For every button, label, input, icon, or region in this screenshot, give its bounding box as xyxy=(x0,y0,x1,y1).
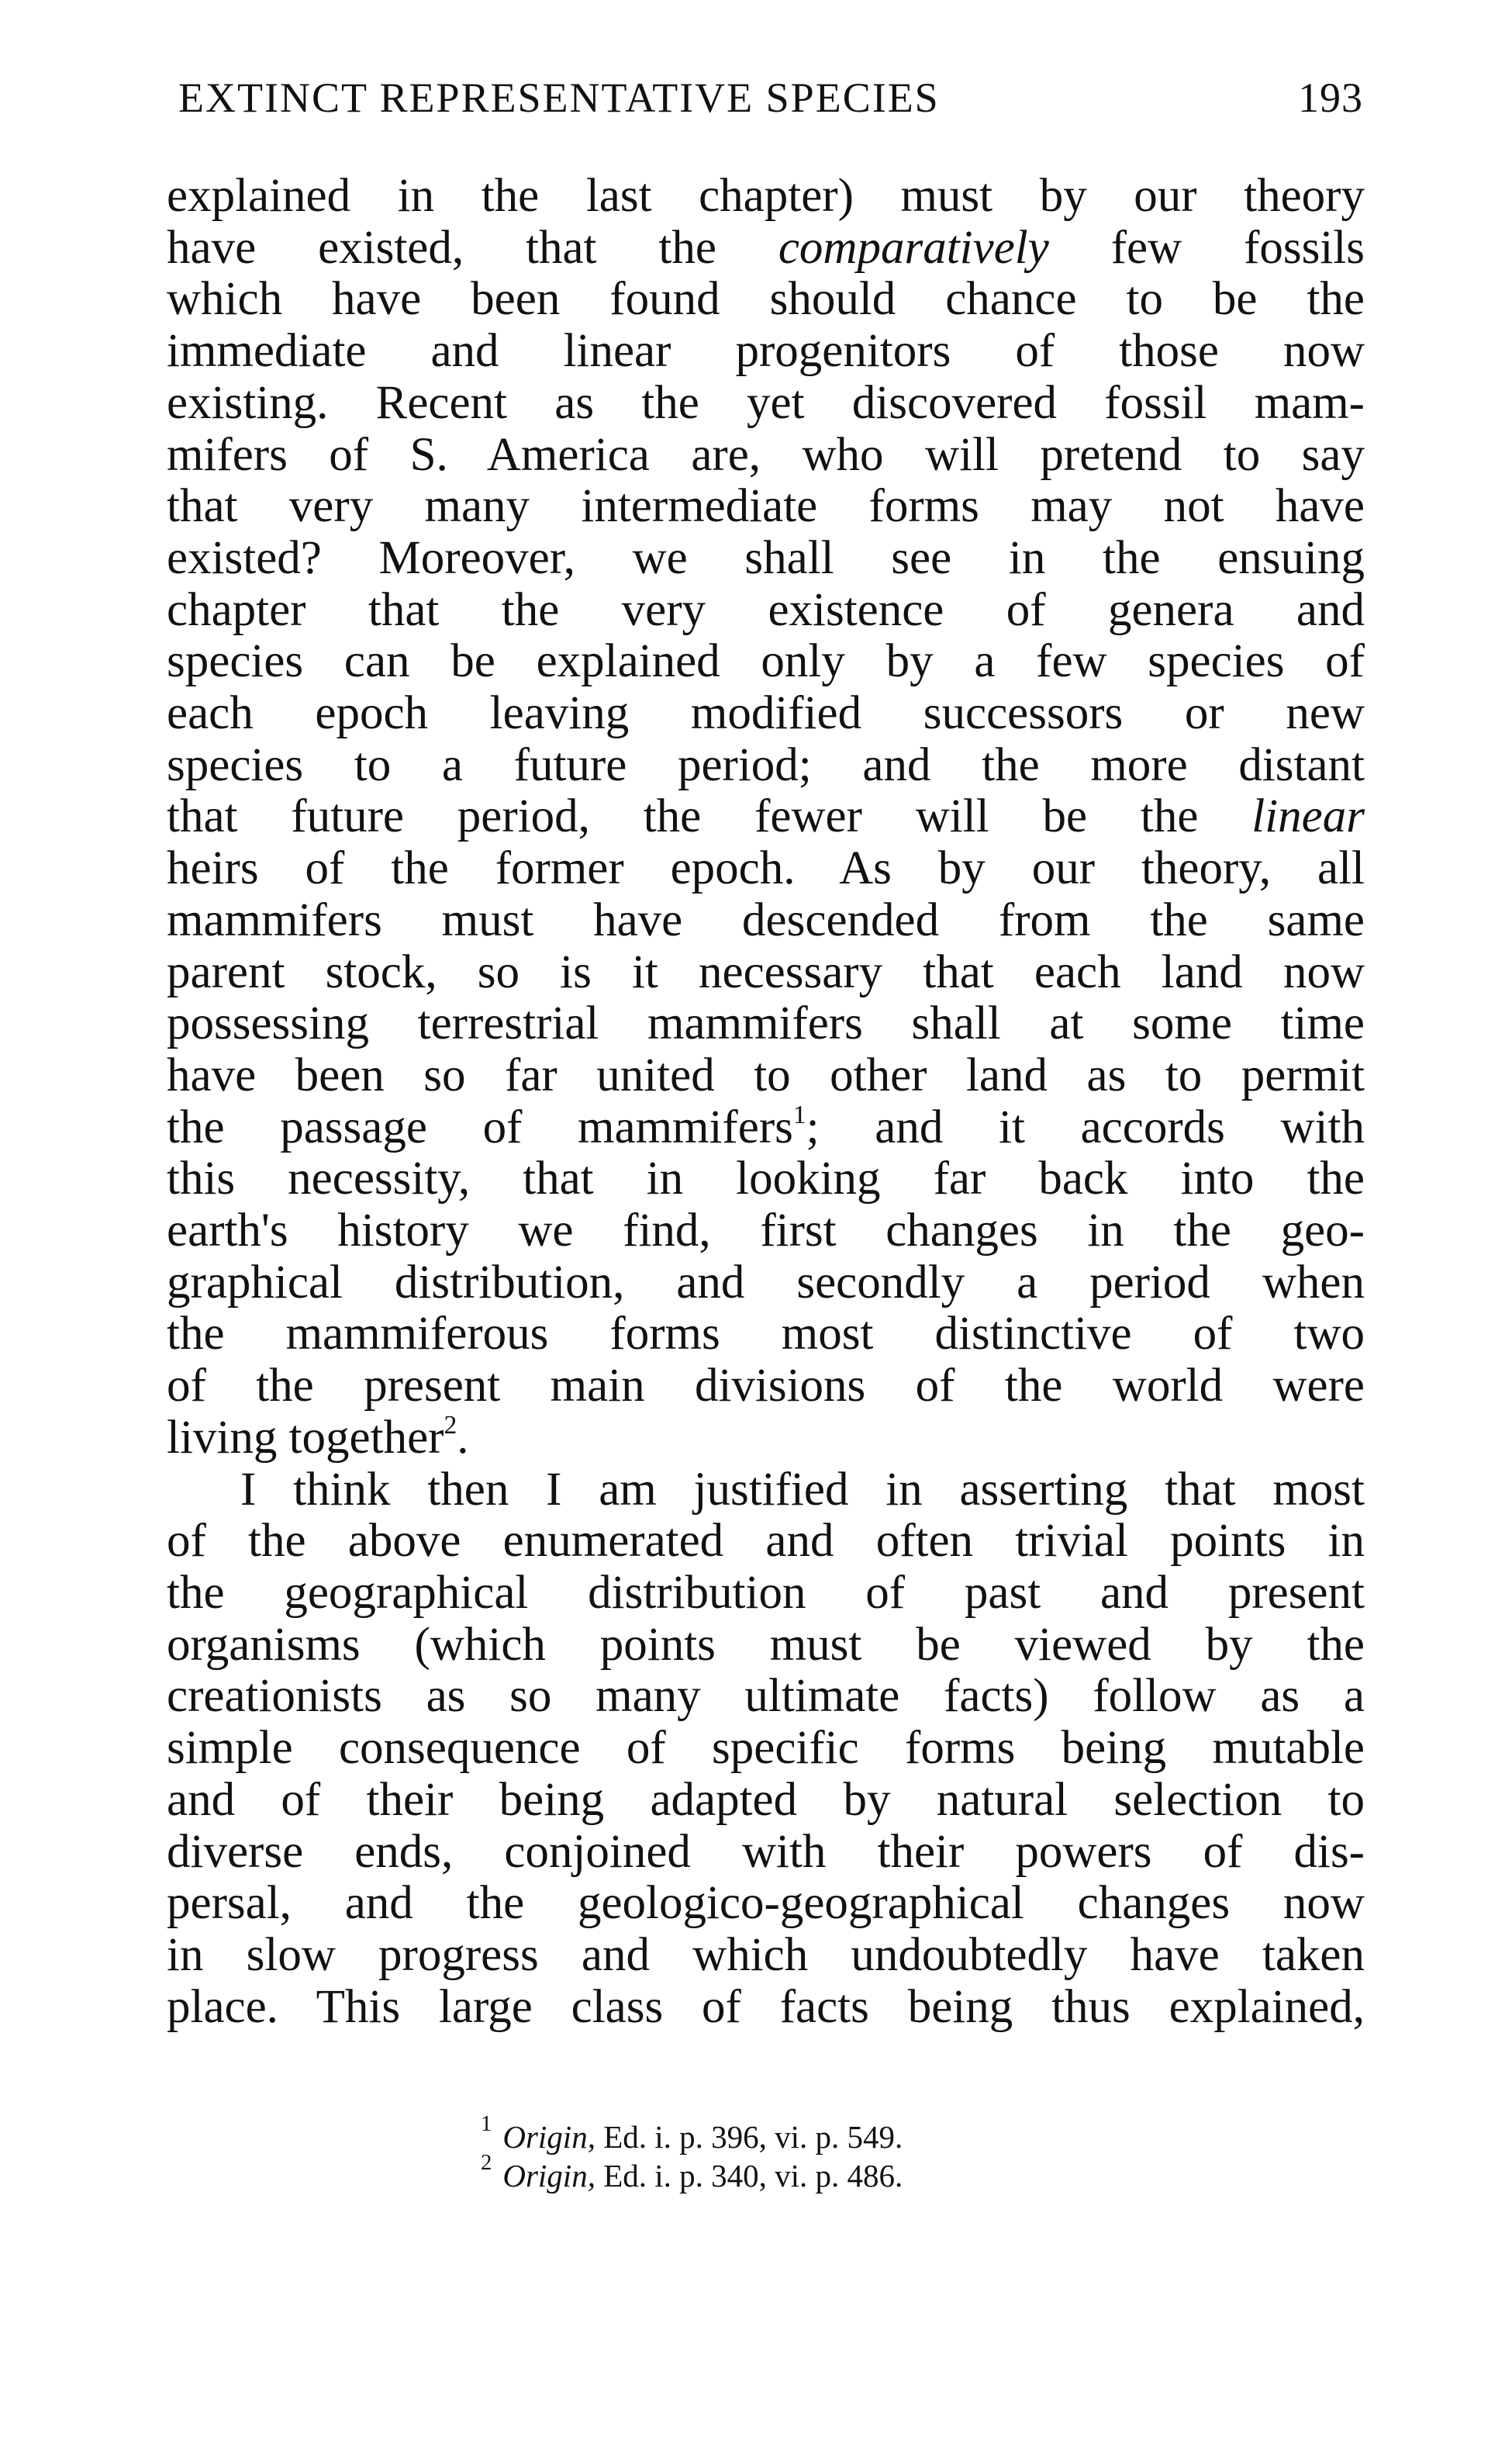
text-line: mifers of S. America are, who will pretend to say xyxy=(167,428,1365,481)
text-line: the geographical distribution of past and present xyxy=(167,1566,1365,1619)
body-text xyxy=(167,171,1365,2033)
text-line: this necessity, that in looking far back into the xyxy=(167,1153,1365,1205)
text-line: persal, and the geologico-geographical changes now xyxy=(167,1877,1365,1930)
footnote-work-title: Origin, xyxy=(502,2158,595,2194)
text-line: diverse ends, conjoined with their powers of dis- xyxy=(167,1825,1365,1878)
text-line: species can be explained only by a few species of xyxy=(167,635,1365,688)
text-line: of the above enumerated and often trivial points in xyxy=(167,1515,1365,1568)
text-line: earth's history we find, first changes in the geo- xyxy=(167,1205,1365,1257)
text-line: I think then I am justified in asserting that most xyxy=(240,1463,1365,1516)
footnote-reference: Ed. i. p. 396, vi. p. 549. xyxy=(595,2119,903,2155)
footnote-1 xyxy=(481,2111,1179,2156)
footnote-marker: 1 xyxy=(481,2111,492,2137)
text-line: that future period, the fewer will be the linear xyxy=(167,790,1365,843)
running-head-title: EXTINCT REPRESENTATIVE SPECIES xyxy=(178,74,940,121)
text-line: that very many intermediate forms may not have xyxy=(167,480,1365,533)
text-line: organisms (which points must be viewed by the xyxy=(167,1618,1365,1671)
footnotes xyxy=(481,2111,1179,2195)
text-line: have existed, that the comparatively few fossils xyxy=(167,221,1365,274)
paragraph-2 xyxy=(167,1464,1365,2034)
page-number: 193 xyxy=(1298,74,1363,121)
text-line: existed? Moreover, we shall see in the ensuing xyxy=(167,531,1365,584)
running-head xyxy=(178,74,1363,136)
text-line: have been so far united to other land as to permit xyxy=(167,1049,1365,1101)
text-line: the passage of mammifers$^1$; and it accords with xyxy=(167,1100,1365,1153)
footnote-reference: Ed. i. p. 340, vi. p. 486. xyxy=(595,2158,903,2194)
text-line: parent stock, so is it necessary that each land now xyxy=(167,946,1365,998)
footnote-work-title: Origin, xyxy=(502,2119,595,2155)
italic-emphasis: comparatively xyxy=(778,221,1049,274)
text-line: species to a future period; and the more distant xyxy=(167,738,1365,791)
footnote-marker: 2 xyxy=(481,2150,492,2176)
text-line: immediate and linear progenitors of those now xyxy=(167,325,1365,378)
text-line: explained in the last chapter) must by our theory xyxy=(167,170,1365,222)
paragraph-1 xyxy=(167,171,1365,1464)
text-line: chapter that the very existence of genera and xyxy=(167,583,1365,636)
text-line: possessing terrestrial mammifers shall at some time xyxy=(167,997,1365,1050)
text-line: heirs of the former epoch. As by our theory, all xyxy=(167,842,1365,895)
footnote-ref-1[interactable]: 1 xyxy=(792,1100,806,1129)
footnote-ref-2[interactable]: 2 xyxy=(444,1410,457,1440)
text-line: place. This large class of facts being thus explained, xyxy=(167,1980,1365,2033)
text-line: living together$^2$. xyxy=(167,1410,469,1464)
text-line: of the present main divisions of the world were xyxy=(167,1360,1365,1412)
text-line: the mammiferous forms most distinctive of two xyxy=(167,1308,1365,1360)
text-line: mammifers must have descended from the same xyxy=(167,894,1365,946)
text-line: which have been found should chance to be the xyxy=(167,273,1365,326)
footnote-2 xyxy=(481,2150,1179,2195)
italic-emphasis: linear xyxy=(1251,790,1365,843)
text-line: creationists as so many ultimate facts) follow as a xyxy=(167,1670,1365,1723)
text-line: simple consequence of specific forms being mutable xyxy=(167,1722,1365,1775)
text-line: each epoch leaving modified successors or new xyxy=(167,687,1365,740)
text-line: in slow progress and which undoubtedly have taken xyxy=(167,1928,1365,1981)
text-line: graphical distribution, and secondly a period when xyxy=(167,1256,1365,1309)
text-line: existing. Recent as the yet discovered fossil mam- xyxy=(167,376,1365,429)
text-line: and of their being adapted by natural selection to xyxy=(167,1773,1365,1826)
